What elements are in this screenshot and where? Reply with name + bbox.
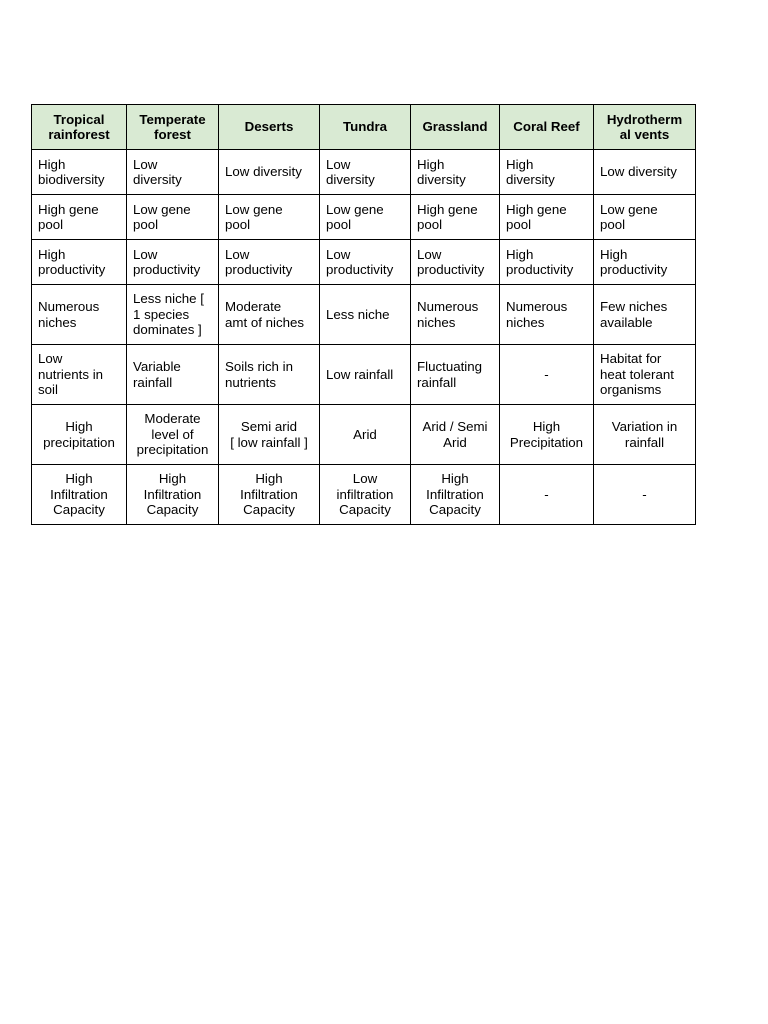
header-temperate-forest: Temperate forest xyxy=(127,105,219,150)
cell-deserts: Low gene pool xyxy=(219,195,320,240)
cell-tropical-rainforest: High gene pool xyxy=(32,195,127,240)
cell-temperate-forest: Less niche [ 1 species dominates ] xyxy=(127,285,219,345)
cell-tropical-rainforest: High productivity xyxy=(32,240,127,285)
cell-coral-reef: High gene pool xyxy=(500,195,594,240)
cell-temperate-forest: Variable rainfall xyxy=(127,345,219,405)
cell-tropical-rainforest: High biodiversity xyxy=(32,150,127,195)
header-grassland: Grassland xyxy=(411,105,500,150)
cell-grassland: Numerous niches xyxy=(411,285,500,345)
cell-tundra: Low infiltration Capacity xyxy=(320,465,411,525)
header-row xyxy=(32,105,696,150)
cell-temperate-forest: Low gene pool xyxy=(127,195,219,240)
cell-coral-reef: High productivity xyxy=(500,240,594,285)
cell-tropical-rainforest: High precipitation xyxy=(32,405,127,465)
cell-deserts: Soils rich in nutrients xyxy=(219,345,320,405)
cell-coral-reef: - xyxy=(500,345,594,405)
cell-hydrothermal-vents: High productivity xyxy=(594,240,696,285)
cell-deserts: Semi arid [ low rainfall ] xyxy=(219,405,320,465)
cell-coral-reef: High Precipitation xyxy=(500,405,594,465)
header-hydrothermal-vents: Hydrotherm al vents xyxy=(594,105,696,150)
cell-hydrothermal-vents: Few niches available xyxy=(594,285,696,345)
cell-deserts: Low diversity xyxy=(219,150,320,195)
table-row xyxy=(32,150,696,195)
header-deserts: Deserts xyxy=(219,105,320,150)
cell-grassland: High diversity xyxy=(411,150,500,195)
cell-grassland: Arid / Semi Arid xyxy=(411,405,500,465)
cell-tundra: Low productivity xyxy=(320,240,411,285)
table-row xyxy=(32,465,696,525)
table-row xyxy=(32,240,696,285)
header-tundra: Tundra xyxy=(320,105,411,150)
cell-coral-reef: High diversity xyxy=(500,150,594,195)
table-row xyxy=(32,195,696,240)
cell-tropical-rainforest: Low nutrients in soil xyxy=(32,345,127,405)
biome-comparison-table xyxy=(31,104,696,525)
cell-coral-reef: - xyxy=(500,465,594,525)
header-coral-reef: Coral Reef xyxy=(500,105,594,150)
cell-hydrothermal-vents: Habitat for heat tolerant organisms xyxy=(594,345,696,405)
cell-tundra: Less niche xyxy=(320,285,411,345)
cell-coral-reef: Numerous niches xyxy=(500,285,594,345)
cell-temperate-forest: High Infiltration Capacity xyxy=(127,465,219,525)
table-row xyxy=(32,405,696,465)
table-row xyxy=(32,285,696,345)
cell-temperate-forest: Low diversity xyxy=(127,150,219,195)
cell-grassland: High Infiltration Capacity xyxy=(411,465,500,525)
cell-deserts: High Infiltration Capacity xyxy=(219,465,320,525)
header-tropical-rainforest: Tropical rainforest xyxy=(32,105,127,150)
cell-grassland: Fluctuating rainfall xyxy=(411,345,500,405)
cell-tropical-rainforest: High Infiltration Capacity xyxy=(32,465,127,525)
cell-hydrothermal-vents: Low gene pool xyxy=(594,195,696,240)
cell-temperate-forest: Moderate level of precipitation xyxy=(127,405,219,465)
cell-tundra: Low gene pool xyxy=(320,195,411,240)
cell-tundra: Low rainfall xyxy=(320,345,411,405)
cell-hydrothermal-vents: Low diversity xyxy=(594,150,696,195)
cell-grassland: Low productivity xyxy=(411,240,500,285)
table-row xyxy=(32,345,696,405)
table-body xyxy=(32,150,696,525)
cell-tropical-rainforest: Numerous niches xyxy=(32,285,127,345)
cell-grassland: High gene pool xyxy=(411,195,500,240)
cell-deserts: Moderate amt of niches xyxy=(219,285,320,345)
cell-temperate-forest: Low productivity xyxy=(127,240,219,285)
cell-hydrothermal-vents: Variation in rainfall xyxy=(594,405,696,465)
cell-tundra: Arid xyxy=(320,405,411,465)
cell-deserts: Low productivity xyxy=(219,240,320,285)
cell-tundra: Low diversity xyxy=(320,150,411,195)
cell-hydrothermal-vents: - xyxy=(594,465,696,525)
